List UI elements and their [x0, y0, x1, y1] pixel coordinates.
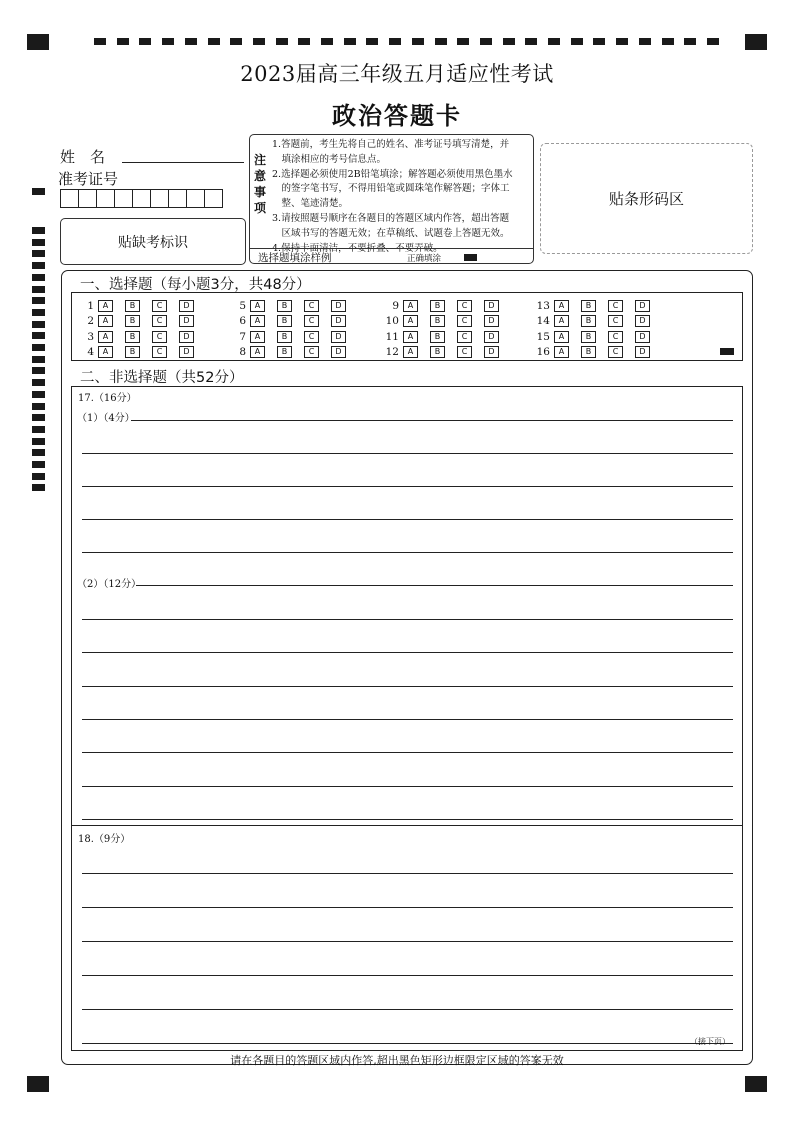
timing-mark: [32, 286, 45, 293]
timing-mark: [32, 227, 45, 234]
correct-fill-label: 正确填涂: [407, 254, 442, 264]
q17-answer-line[interactable]: [82, 486, 733, 487]
mcq-question-row: [76, 298, 206, 314]
timing-mark: [32, 449, 45, 456]
mcq-option-bubble[interactable]: A: [98, 315, 113, 327]
timing-mark: [32, 484, 45, 491]
mcq-option-bubble[interactable]: B: [430, 346, 445, 358]
timing-dash: [253, 38, 265, 45]
timing-mark: [32, 403, 45, 410]
mcq-option-bubble[interactable]: B: [277, 315, 292, 327]
mcq-option-bubble[interactable]: A: [98, 346, 113, 358]
timing-mark: [32, 367, 45, 374]
mcq-column: [532, 298, 662, 360]
corner-mark-bottom-left: [27, 1076, 49, 1092]
mcq-option-bubble[interactable]: C: [304, 331, 319, 343]
mcq-question-number: 8: [239, 346, 246, 359]
q17-part2-first-line[interactable]: [136, 585, 733, 586]
mcq-option-bubble[interactable]: B: [125, 315, 140, 327]
q17-answer-line[interactable]: [82, 552, 733, 553]
q17-part2-label: （2）（12分）: [77, 579, 142, 590]
mcq-option-bubble[interactable]: B: [581, 346, 596, 358]
mcq-option-bubble[interactable]: D: [179, 300, 194, 312]
mcq-option-bubble[interactable]: C: [608, 346, 623, 358]
timing-mark: [32, 426, 45, 433]
mcq-option-bubble[interactable]: D: [635, 331, 650, 343]
mcq-question-number: 16: [536, 346, 550, 359]
mcq-option-bubble[interactable]: D: [331, 346, 346, 358]
footer-note: 请在各题目的答题区域内作答,超出黑色矩形边框限定区域的答案无效: [230, 1054, 564, 1067]
timing-dash: [94, 38, 106, 45]
q17-answer-line[interactable]: [82, 453, 733, 454]
mcq-option-bubble[interactable]: C: [152, 331, 167, 343]
mcq-option-bubble[interactable]: A: [98, 331, 113, 343]
timing-dash: [208, 38, 220, 45]
mcq-question-number: 7: [239, 330, 246, 343]
timing-dash: [412, 38, 424, 45]
timing-dash: [230, 38, 242, 45]
q17-answer-line[interactable]: [82, 752, 733, 753]
mcq-question-number: 13: [536, 299, 550, 312]
mcq-option-bubble[interactable]: D: [179, 346, 194, 358]
mcq-option-bubble[interactable]: A: [403, 331, 418, 343]
mcq-option-bubble[interactable]: A: [554, 300, 569, 312]
timing-mark: [32, 332, 45, 339]
mcq-option-bubble[interactable]: C: [152, 300, 167, 312]
timing-dash: [298, 38, 310, 45]
mcq-option-bubble[interactable]: A: [250, 331, 265, 343]
mcq-option-bubble[interactable]: C: [457, 315, 472, 327]
q17-answer-line[interactable]: [82, 652, 733, 653]
name-field[interactable]: [122, 162, 244, 163]
mcq-option-bubble[interactable]: B: [125, 331, 140, 343]
q17-part1-first-line[interactable]: [131, 420, 733, 421]
timing-mark: [32, 391, 45, 398]
timing-mark: [32, 274, 45, 281]
timing-mark: [32, 239, 45, 246]
mcq-option-bubble[interactable]: C: [152, 346, 167, 358]
mcq-question-number: 11: [385, 330, 399, 343]
timing-dash: [503, 38, 515, 45]
mcq-question-row: [381, 345, 511, 361]
mcq-option-bubble[interactable]: D: [484, 331, 499, 343]
continue-note: （接下页）: [690, 1037, 730, 1046]
mcq-option-bubble[interactable]: A: [554, 331, 569, 343]
mcq-question-row: [228, 314, 358, 330]
timing-dash: [684, 38, 696, 45]
mcq-option-bubble[interactable]: D: [635, 315, 650, 327]
mcq-option-bubble[interactable]: A: [403, 346, 418, 358]
timing-mark: [32, 461, 45, 468]
mcq-option-bubble[interactable]: D: [179, 331, 194, 343]
timing-mark: [32, 309, 45, 316]
mcq-question-number: 1: [87, 299, 94, 312]
mcq-question-number: 6: [239, 315, 246, 328]
mcq-section-title: 一、选择题（每小题3分，共48分）: [80, 277, 311, 293]
fill-sample-label: 选择题填涂样例: [258, 252, 332, 264]
mcq-option-bubble[interactable]: B: [277, 346, 292, 358]
mcq-question-row: [532, 329, 662, 345]
corner-mark-bottom-right: [745, 1076, 767, 1092]
mcq-question-number: 14: [536, 315, 550, 328]
mcq-question-row: [228, 345, 358, 361]
timing-dash: [366, 38, 378, 45]
timing-mark: [32, 262, 45, 269]
mcq-question-row: [381, 329, 511, 345]
q18-answer-line[interactable]: [82, 873, 733, 874]
timing-mark: [32, 188, 45, 195]
exam-id-boxes[interactable]: [60, 189, 222, 208]
notice-box: [249, 134, 534, 264]
timing-dash: [321, 38, 333, 45]
mcq-option-bubble[interactable]: D: [484, 300, 499, 312]
mcq-option-bubble[interactable]: B: [581, 331, 596, 343]
timing-dash: [616, 38, 628, 45]
mcq-question-row: [532, 298, 662, 314]
mcq-option-bubble[interactable]: B: [581, 300, 596, 312]
mcq-option-bubble[interactable]: A: [250, 300, 265, 312]
q17-answer-line[interactable]: [82, 819, 733, 820]
mcq-question-row: [76, 329, 206, 345]
timing-dash: [593, 38, 605, 45]
q18-answer-line[interactable]: [82, 1043, 733, 1044]
mcq-question-row: [228, 298, 358, 314]
q17-answer-line[interactable]: [82, 719, 733, 720]
mcq-option-bubble[interactable]: A: [403, 300, 418, 312]
timing-mark: [32, 356, 45, 363]
mcq-question-number: 10: [385, 315, 399, 328]
mcq-option-bubble[interactable]: B: [277, 300, 292, 312]
mcq-option-bubble[interactable]: C: [457, 331, 472, 343]
mcq-option-bubble[interactable]: C: [304, 346, 319, 358]
mcq-option-bubble[interactable]: B: [430, 300, 445, 312]
timing-mark: [32, 414, 45, 421]
name-label: 姓 名: [60, 148, 106, 166]
timing-dash: [457, 38, 469, 45]
absent-mark-label: 贴缺考标识: [118, 234, 188, 251]
mcq-option-bubble[interactable]: B: [277, 331, 292, 343]
timing-dash: [525, 38, 537, 45]
mcq-option-bubble[interactable]: C: [608, 331, 623, 343]
mcq-option-bubble[interactable]: B: [430, 315, 445, 327]
timing-mark: [32, 344, 45, 351]
mcq-question-number: 4: [87, 346, 94, 359]
timing-dash: [276, 38, 288, 45]
mcq-question-number: 9: [392, 299, 399, 312]
q18-label: 18.（9分）: [78, 834, 131, 845]
q17-answer-line[interactable]: [82, 519, 733, 520]
mcq-question-number: 5: [239, 299, 246, 312]
mcq-option-bubble[interactable]: B: [581, 315, 596, 327]
q17-label: 17.（16分）: [78, 393, 137, 404]
mcq-position-mark: [720, 348, 734, 355]
mcq-option-bubble[interactable]: B: [430, 331, 445, 343]
mcq-option-bubble[interactable]: A: [98, 300, 113, 312]
mcq-option-bubble[interactable]: C: [304, 315, 319, 327]
mcq-option-bubble[interactable]: A: [250, 346, 265, 358]
barcode-label: 贴条形码区: [608, 190, 684, 208]
mcq-option-bubble[interactable]: D: [635, 300, 650, 312]
timing-dash: [139, 38, 151, 45]
timing-dash: [117, 38, 129, 45]
q18-answer-line[interactable]: [82, 975, 733, 976]
mcq-option-bubble[interactable]: A: [554, 315, 569, 327]
timing-dash: [185, 38, 197, 45]
mcq-option-bubble[interactable]: C: [304, 300, 319, 312]
q18-box: [71, 825, 743, 1051]
mcq-question-number: 2: [87, 315, 94, 328]
q17-part1-label: （1）（4分）: [77, 413, 135, 424]
timing-dash: [344, 38, 356, 45]
corner-mark-top-left: [27, 34, 49, 50]
mcq-question-row: [532, 314, 662, 330]
mcq-option-bubble[interactable]: C: [457, 346, 472, 358]
mcq-question-row: [532, 345, 662, 361]
q17-answer-line[interactable]: [82, 686, 733, 687]
q17-box: [71, 386, 743, 826]
mcq-option-bubble[interactable]: B: [125, 346, 140, 358]
timing-mark: [32, 473, 45, 480]
mcq-question-row: [76, 345, 206, 361]
mcq-option-bubble[interactable]: A: [250, 315, 265, 327]
mcq-option-bubble[interactable]: C: [608, 300, 623, 312]
mcq-option-bubble[interactable]: D: [331, 315, 346, 327]
mcq-option-bubble[interactable]: C: [152, 315, 167, 327]
exam-title: 2023届高三年级五月适应性考试: [240, 62, 554, 86]
q17-answer-line[interactable]: [82, 619, 733, 620]
timing-dash: [548, 38, 560, 45]
exam-id-label: 准考证号: [58, 170, 119, 188]
timing-dash: [435, 38, 447, 45]
timing-dash: [639, 38, 651, 45]
mcq-option-bubble[interactable]: B: [125, 300, 140, 312]
mcq-question-number: 15: [536, 330, 550, 343]
timing-mark: [32, 379, 45, 386]
notice-heading: 注 意 事 项: [253, 153, 266, 215]
correct-fill-sample: [464, 254, 477, 261]
q17-answer-line[interactable]: [82, 786, 733, 787]
timing-mark: [32, 250, 45, 257]
timing-dash: [389, 38, 401, 45]
mcq-option-bubble[interactable]: D: [331, 331, 346, 343]
mcq-question-number: 3: [87, 330, 94, 343]
timing-dash: [571, 38, 583, 45]
mcq-option-bubble[interactable]: A: [554, 346, 569, 358]
mcq-option-bubble[interactable]: C: [608, 315, 623, 327]
mcq-question-number: 12: [385, 346, 399, 359]
notice-divider: [250, 248, 533, 249]
q18-answer-line[interactable]: [82, 941, 733, 942]
mcq-option-bubble[interactable]: D: [179, 315, 194, 327]
mcq-question-row: [381, 314, 511, 330]
q18-answer-line[interactable]: [82, 907, 733, 908]
mcq-option-bubble[interactable]: D: [635, 346, 650, 358]
timing-mark: [32, 438, 45, 445]
mcq-column: [76, 298, 206, 360]
timing-mark: [32, 321, 45, 328]
timing-dash: [707, 38, 719, 45]
timing-dash: [162, 38, 174, 45]
mcq-column: [228, 298, 358, 360]
timing-mark: [32, 297, 45, 304]
mcq-option-bubble[interactable]: D: [484, 315, 499, 327]
written-section-title: 二、非选择题（共52分）: [80, 370, 244, 386]
mcq-column: [381, 298, 511, 360]
card-title: 政治答题卡: [332, 102, 462, 130]
mcq-question-row: [76, 314, 206, 330]
mcq-option-bubble[interactable]: A: [403, 315, 418, 327]
mcq-question-row: [228, 329, 358, 345]
corner-mark-top-right: [745, 34, 767, 50]
timing-dash: [480, 38, 492, 45]
notice-text: 1.答题前，考生先将自己的姓名、准考证号填写清楚，并 填涂相应的考号信息点。 2.选择题必须使用2B铅笔填涂；解答题必须使用黑色墨水 的签字笔书写，不得用铅笔或圆珠笔作解答题；字体工 整、笔迹清楚。 3.请按照题号顺序在各题目的答题区域内作答，超出答题 区域书写的答题无效；在草稿纸、试题卷上答题无效。 4.保持卡面清洁，不要折叠、不要弄破。: [272, 139, 513, 254]
q18-answer-line[interactable]: [82, 1009, 733, 1010]
mcq-option-bubble[interactable]: D: [484, 346, 499, 358]
mcq-option-bubble[interactable]: C: [457, 300, 472, 312]
absent-mark-box: [60, 218, 246, 265]
mcq-question-row: [381, 298, 511, 314]
timing-dash: [662, 38, 674, 45]
barcode-area: [540, 143, 753, 254]
mcq-option-bubble[interactable]: D: [331, 300, 346, 312]
